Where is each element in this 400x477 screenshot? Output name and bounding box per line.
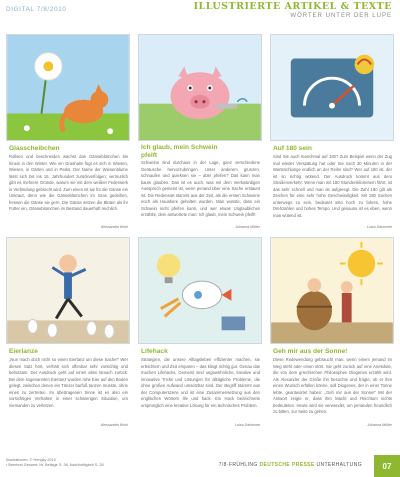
header-issue (6, 6, 66, 13)
page-number: 07 (374, 455, 400, 477)
egg-dancer-illustration (6, 237, 130, 344)
card-body (273, 357, 392, 421)
card-body (141, 160, 260, 230)
card-author: Johanna Müller (367, 423, 392, 427)
footer-credits (6, 458, 104, 468)
card-text: Strategien, die unsere Alltagsleben effizienter machen, sie erleichtern und Zeit ersparen – das klingt richtig gut. Genau das machen Lifehacks. Gemeint sind ungewöhnliche, kreative und innovative Tricks und Lösungen für alltägliche Probleme, die ohne großen Aufwand umsetzbar sind. Der Begriff stammt aus der Computerszene und ist eine Zusammensetzung aus den englischen Wörtern life und hack. Ein Hack bezeichnete ursprünglich eine kreative Lösung für ein technisches Problem. (141, 357, 260, 408)
card-author: Alessandra Wohl (100, 423, 128, 427)
footer-brand: DEUTSCHE PRESSE (259, 462, 315, 468)
section-title: ILLUSTRIERTE ARTIKEL & TEXTE (193, 1, 392, 12)
card-author: Luisa Dalmonte (235, 423, 260, 427)
article-card (270, 237, 394, 429)
card-text: Schweine sind durchaus in der Lage, ganz verschiedene Geräusche hervorzubringen. Unter anderem grunzen, schnaufen und quieksen sie – aber pfeifen? Das kann man kaum glauben. Das ist es auch, was mit dem merkwürdigen Ausspruch gemeint ist, wenn jemand über eine Sache erstaunt ist. Die Redensart stammt aus der Zeit, als die ersten Schweine noch als Haustiere gehalten wurden. Man wusste, dass ein Schwein nicht pfeifen kann, und wer etwas Unglaubliches erzählte, dem antwortete man: Ich glaub, mein Schwein pfeift! (141, 160, 260, 218)
header-label: DIGITAL (6, 6, 35, 13)
sun-barrel-illustration (270, 237, 394, 344)
article-card (138, 237, 262, 429)
card-title: Glasscheibchen (9, 145, 60, 152)
card-body (273, 154, 392, 224)
card-title: Eierlanze (9, 348, 38, 355)
card-title: Lifehack (141, 348, 168, 355)
card-title: Ich glaub, mein Schwein pfeift (141, 144, 218, 159)
article-card (138, 34, 262, 232)
header-date: 7/8/2010 (36, 6, 67, 13)
card-body (141, 357, 260, 421)
footer-section-name: UNTERHALTUNG (316, 462, 362, 468)
card-body (9, 154, 128, 232)
article-card (6, 237, 130, 429)
pig-illustration (138, 34, 262, 141)
header-section (194, 1, 392, 19)
article-card (270, 34, 394, 232)
article-grid (6, 34, 394, 429)
card-text: Diese Redewendung gebraucht man, wenn einem jemand im Weg steht oder einen stört. Sie geht zurück auf eine Anekdote, die von dem griechischen Philosophen Diogenes erzählt wird. Als Alexander der Große ihn besuchte und fragte, ob er ihm einen Wunsch erfüllen könne, soll Diogenes, der in einer Tonne lebte, geantwortet haben: „Geh mir aus der Sonne!“ Mit der Antwort zeigte er, dass ihm Macht und Reichtum nichts bedeuteten. Heute wird sie verwendet, um jemanden freundlich zu bitten, zur Seite zu gehen. (273, 357, 392, 415)
rocket-lightbulb-illustration (138, 237, 262, 344)
article-card (6, 34, 130, 232)
card-body (9, 357, 128, 421)
daisy-fox-illustration (6, 34, 130, 141)
footer-section (219, 462, 362, 468)
card-text: Sind Sie auch manchmal auf 180? Zum Beispiel wenn der Zug mal wieder Verspätung hat oder Sie nach 30 Minuten in der Warteschlange endlich an der Reihe sind? Wer auf 180 ist, der ist so richtig wütend. Der Ausdruck kommt aus dem Straßenverkehr: Wenn man mit 180 Stundenkilometern fährt, ist das sehr schnell und man ist aufgeregt. Die Zahl 180 gilt als Zeichen für eine sehr hohe Geschwindigkeit. Mit 180 Sachen unterwegs zu sein, bedeutet also hoch zu fahren, hohe Drehzahlen und hohes Tempo. Und genauso ist es eben, wenn man wütend ist. (273, 154, 392, 218)
card-author: Luisa Dalmonte (367, 225, 392, 229)
footer-line-2: • Beertext-Gesamt: Nr. Beilage S. 36, Nachhaltigkeit S. 28 (6, 463, 104, 467)
gauge-illustration (270, 34, 394, 141)
card-author: Alessandra Wohl (100, 225, 128, 229)
card-text: Rollsen und beschneiden wächst das Gänseblümchen bis hinein in den Winter. Wie ein Grashalm fügt es sich in Wiesen, Wiesen, in Gärten und in Parks. Der Name der Wiesenblume lässt sich bis ins 16. Jahrhundert zurückverfolgen; vermutlich gibt es mehrere Gründe, warum sie mit dem weißen Federwerk in Verbindung gebracht wird. Zum einen ist sie für die Gänse ein Unkraut, denn wie die Gänseblümchen im Gras gedeihen, fressen die Gänse sie gern. Die Gänse setzen die Blüten als ihr Futter ein, Gänseblümchen im Bestand dauerhaft reichlich. (9, 154, 128, 212)
section-subtitle: WÖRTER UNTER DER LUPE (290, 13, 392, 19)
card-text: „Nun mach doch nicht so einen Eiertanz um diese Sache!“ Wer diesen Satz hört, verhält sich offenbar sehr vorsichtig und behutsam. Der Ausdruck geht auf einen alten Brauch zurück: Bei dem sogenannten Eiertanz wurden rohe Eier auf den Boden gelegt, zwischen denen ein Tänzer barfuß tanzen musste, ohne eines zu zertreten. Im übertragenen Sinne ist es also ein vorsichtiges Verhalten in einer schwierigen Situation, um niemanden zu verletzen. (9, 357, 128, 408)
card-author: Johanna Müller (235, 225, 260, 229)
footer-magazine: 7/8·FRÜHLING (218, 462, 258, 468)
card-title: Auf 180 sein (273, 145, 312, 152)
card-title: Geh mir aus der Sonne! (273, 348, 348, 355)
footer-line-1: Illustrationen: © Hengky 2010 (6, 458, 56, 462)
